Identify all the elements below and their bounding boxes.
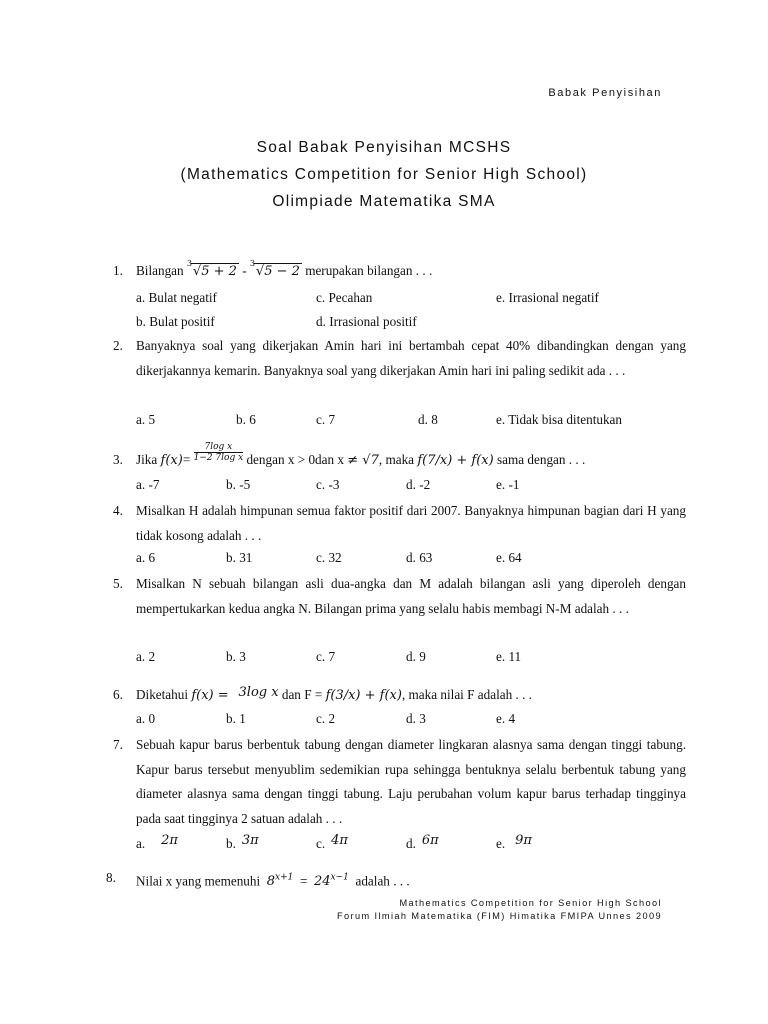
question-text-end: sama dengan . . .	[497, 452, 586, 467]
option-b[interactable]: b. 31	[226, 550, 253, 565]
option-b[interactable]: b. 3	[226, 649, 246, 664]
question-7-options	[136, 833, 696, 858]
question-number: 7.	[113, 737, 123, 752]
question-number: 3.	[113, 452, 123, 467]
question-number: 4.	[113, 503, 123, 518]
option-d[interactable]: d. 6π	[406, 833, 439, 851]
option-d[interactable]: d. -2	[406, 477, 431, 492]
equation-lhs: $8^{x+1}$	[266, 873, 294, 890]
option-e[interactable]: e. 4	[496, 711, 516, 726]
option-c[interactable]: c. 4π	[316, 833, 348, 851]
question-4-options	[136, 550, 696, 572]
question-text-end: , maka nilai F adalah . . .	[401, 687, 532, 702]
log-fraction: $\frac{\text{7log x}}{\text{1−2 7log x}}$	[193, 442, 244, 464]
option-c[interactable]: c. 7	[316, 649, 336, 664]
option-a[interactable]: a. 2π	[136, 833, 178, 851]
option-a[interactable]: a. Bulat negatif	[136, 290, 217, 305]
question-5	[113, 572, 686, 621]
question-6-options	[136, 711, 696, 733]
question-2-options	[136, 412, 696, 434]
option-e[interactable]: e. -1	[496, 477, 520, 492]
cube-root-expression-a: 3 √5 + 2	[186, 259, 237, 279]
footer-line-1: Mathematics Competition for Senior High School	[399, 898, 662, 908]
question-text: Nilai x yang memenuhi	[136, 873, 261, 889]
equals-sign: =	[182, 452, 191, 467]
question-number: 2.	[113, 338, 123, 353]
question-1	[113, 259, 686, 285]
footer-line-2: Forum Ilmiah Matematika (FIM) Himatika FMIPA Unnes 2009	[337, 911, 662, 921]
question-2	[113, 334, 686, 383]
option-d[interactable]: d. 63	[406, 550, 433, 565]
question-text: Bilangan	[136, 263, 184, 278]
page-footer	[337, 897, 662, 923]
question-number: 1.	[113, 263, 123, 278]
question-3	[113, 442, 686, 474]
document-title	[0, 134, 768, 215]
not-equal-root-seven: ≠ √7	[347, 453, 379, 468]
option-e[interactable]: e. 9π	[496, 833, 532, 851]
option-d[interactable]: d. Irrasional positif	[316, 314, 417, 329]
question-3-options	[136, 477, 696, 499]
option-c[interactable]: c. -3	[316, 477, 340, 492]
option-a[interactable]: a. -7	[136, 477, 160, 492]
question-text-end: merupakan bilangan . . .	[305, 263, 433, 278]
question-text: Jika	[136, 452, 158, 467]
page-header-label: Babak Penyisihan	[548, 87, 662, 99]
question-text-end: adalah . . .	[355, 873, 410, 889]
question-text: Misalkan N sebuah bilangan asli dua-angka dan M adalah bilangan asli yang diperoleh dengan mempertukarkan kedua angka N. Bilangan prima yang selalu habis membagi N-M adalah . . .	[136, 576, 686, 616]
question-1-options-row-2	[136, 314, 696, 336]
log-expression: 3log x	[238, 685, 279, 700]
question-4	[113, 499, 686, 548]
question-7	[113, 733, 686, 831]
option-b[interactable]: b. -5	[226, 477, 251, 492]
question-text: Diketahui	[136, 687, 189, 702]
option-b[interactable]: b. 1	[226, 711, 246, 726]
question-1-options-row-1	[136, 290, 696, 312]
question-6	[113, 683, 686, 709]
question-number: 5.	[113, 576, 123, 591]
cube-root-expression-b: 3 √5 − 2	[249, 259, 300, 279]
option-a[interactable]: a. 2	[136, 649, 156, 664]
equation-rhs: $24^{x-1}$	[314, 873, 349, 890]
option-c[interactable]: c. 2	[316, 711, 336, 726]
option-a[interactable]: a. 5	[136, 412, 156, 427]
question-text: Misalkan H adalah himpunan semua faktor positif dari 2007. Banyaknya himpunan bagian dari H yang tidak kosong adalah . . .	[136, 503, 686, 543]
function-f-of-x: f(x) =	[191, 688, 229, 703]
option-e[interactable]: e. Irrasional negatif	[496, 290, 599, 305]
function-expression: f(3/x) + f(x)	[325, 688, 402, 703]
option-d[interactable]: d. 9	[406, 649, 426, 664]
option-c[interactable]: c. 32	[316, 550, 342, 565]
option-b[interactable]: b. 6	[236, 412, 256, 427]
option-a[interactable]: a. 0	[136, 711, 156, 726]
question-text: Sebuah kapur barus berbentuk tabung dengan diameter lingkaran alasnya sama dengan tinggi tabung. Kapur barus tersebut menyublim sedemikian rupa sehingga bentuknya selalu berbentuk tabung yang diameter alasnya sama dengan tinggi tabung. Laju perubahan volum kapur barus terhadap tingginya pada saat tingginya 2 satuan adalah . . .	[136, 737, 686, 826]
option-e[interactable]: e. Tidak bisa ditentukan	[496, 412, 623, 427]
question-5-options	[136, 649, 696, 671]
option-d[interactable]: d. 8	[418, 412, 438, 427]
option-e[interactable]: e. 64	[496, 550, 522, 565]
question-text: Banyaknya soal yang dikerjakan Amin hari ini bertambah cepat 40% dibandingkan dengan yang dikerjakannya kemarin. Banyaknya soal yang dikerjakan Amin hari ini paling sedikit ada . . .	[136, 338, 686, 378]
function-f-of-x: f(x)	[160, 453, 183, 468]
equals-sign: =	[299, 873, 308, 889]
title-line-1: Soal Babak Penyisihan MCSHS	[256, 139, 512, 156]
question-8	[106, 866, 679, 895]
option-e[interactable]: e. 11	[496, 649, 522, 664]
option-b[interactable]: b. 3π	[226, 833, 259, 851]
question-text-mid: dengan x > 0dan x	[246, 452, 344, 467]
title-line-2: (Mathematics Competition for Senior High School)	[180, 166, 588, 183]
option-d[interactable]: d. 3	[406, 711, 426, 726]
question-number: 8.	[106, 870, 116, 885]
option-c[interactable]: c. Pecahan	[316, 290, 373, 305]
function-expression: f(7/x) + f(x)	[417, 453, 494, 468]
option-a[interactable]: a. 6	[136, 550, 156, 565]
question-text-mid: dan F =	[281, 687, 323, 702]
title-line-3: Olimpiade Matematika SMA	[272, 193, 496, 210]
question-text-maka: , maka	[378, 452, 415, 467]
option-b[interactable]: b. Bulat positif	[136, 314, 215, 329]
option-c[interactable]: c. 7	[316, 412, 336, 427]
minus-sign: -	[238, 263, 250, 278]
question-number: 6.	[113, 687, 123, 702]
